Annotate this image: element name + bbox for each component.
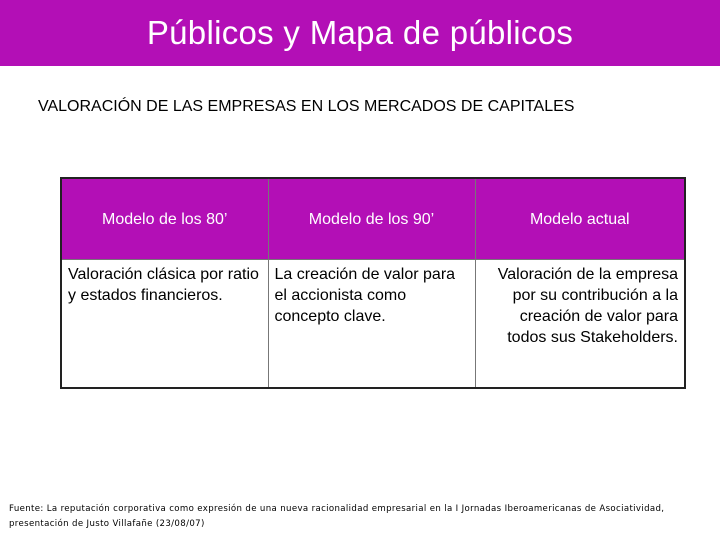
section-subtitle: VALORACIÓN DE LAS EMPRESAS EN LOS MERCADOS DE CAPITALES: [38, 98, 575, 115]
header-model-current: Modelo actual: [475, 178, 685, 260]
cell-model-current: Valoración de la empresa por su contribución a la creación de valor para todos sus Stakeholders.: [475, 260, 685, 389]
table-row: [61, 260, 685, 389]
title-bar: [0, 0, 720, 66]
source-note: Fuente: La reputación corporativa como expresión de una nueva racionalidad empresarial en la I Jornadas Iberoamericanas de Asociatividad, presentación de Justo Villafañe (23/08/07): [9, 504, 665, 529]
cell-model-80s: Valoración clásica por ratio y estados financieros.: [61, 260, 268, 389]
models-table: [60, 177, 686, 389]
cell-model-90s: La creación de valor para el accionista como concepto clave.: [268, 260, 475, 389]
table-header-row: [61, 178, 685, 260]
header-model-90s: Modelo de los 90’: [268, 178, 475, 260]
slide-title: Públicos y Mapa de públicos: [146, 14, 574, 51]
header-model-80s: Modelo de los 80’: [61, 178, 268, 260]
